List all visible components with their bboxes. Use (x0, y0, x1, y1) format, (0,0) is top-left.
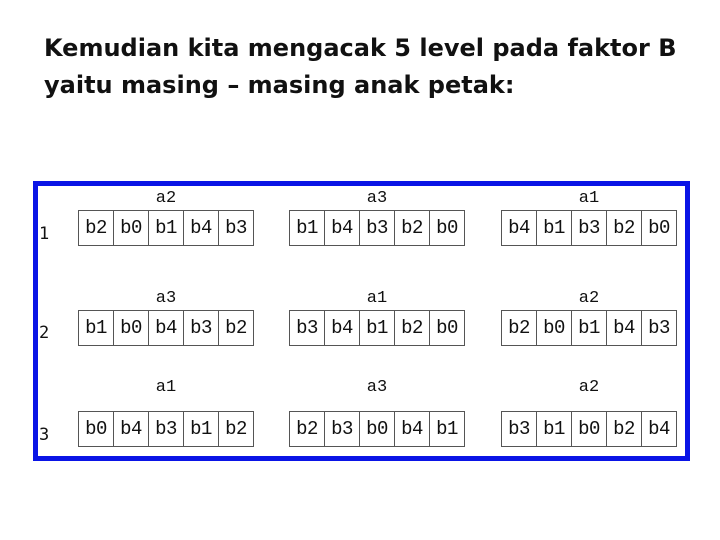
subplot-cell: b1 (149, 211, 184, 245)
block-label: 1 (39, 224, 50, 244)
block-label: 2 (39, 323, 50, 343)
subplot-cell: b1 (572, 311, 607, 345)
subplot-cell: b0 (572, 412, 607, 446)
subplot-cell: b4 (325, 311, 360, 345)
subplot-cell: b0 (537, 311, 572, 345)
split-plot-diagram (33, 181, 690, 461)
main-plot-label: a1 (155, 378, 177, 397)
subplot-cell: b4 (607, 311, 642, 345)
main-plot-label: a2 (578, 378, 600, 397)
subplot-cell: b3 (184, 311, 219, 345)
subplot-cell: b3 (360, 211, 395, 245)
subplot-cell: b2 (395, 211, 430, 245)
subplot-cell: b1 (537, 412, 572, 446)
subplot-cell: b1 (360, 311, 395, 345)
subplot-cell: b3 (502, 412, 537, 446)
main-plot (501, 411, 677, 447)
title-line-2: yaitu masing – masing anak petak: (44, 71, 515, 99)
subplot-cell: b2 (79, 211, 114, 245)
subplot-cell: b3 (325, 412, 360, 446)
main-plot (289, 210, 465, 246)
subplot-cell: b3 (572, 211, 607, 245)
main-plot-label: a3 (155, 289, 177, 308)
subplot-cell: b0 (79, 412, 114, 446)
main-plot (501, 310, 677, 346)
subplot-cell: b1 (79, 311, 114, 345)
subplot-cell: b2 (607, 211, 642, 245)
main-plot (289, 411, 465, 447)
subplot-cell: b0 (360, 412, 395, 446)
subplot-cell: b1 (436, 418, 458, 440)
main-plot (78, 210, 254, 246)
subplot-cell: b3 (648, 317, 670, 339)
subplot-cell: b2 (607, 412, 642, 446)
subplot-cell: b4 (114, 412, 149, 446)
subplot-cell: b1 (290, 211, 325, 245)
subplot-cell: b0 (114, 211, 149, 245)
main-plot-label: a3 (366, 189, 388, 208)
subplot-cell: b2 (502, 311, 537, 345)
subplot-cell: b2 (225, 317, 247, 339)
subplot-cell: b3 (149, 412, 184, 446)
main-plot-label: a1 (578, 189, 600, 208)
subplot-cell: b4 (648, 418, 670, 440)
block-label: 3 (39, 425, 50, 445)
main-plot (78, 310, 254, 346)
slide-title (44, 30, 684, 104)
main-plot-label: a1 (366, 289, 388, 308)
subplot-cell: b2 (225, 418, 247, 440)
subplot-cell: b4 (395, 412, 430, 446)
subplot-cell: b1 (537, 211, 572, 245)
subplot-cell: b4 (184, 211, 219, 245)
subplot-cell: b0 (436, 217, 458, 239)
subplot-cell: b4 (502, 211, 537, 245)
subplot-cell: b0 (114, 311, 149, 345)
main-plot-label: a3 (366, 378, 388, 397)
subplot-cell: b3 (225, 217, 247, 239)
subplot-cell: b4 (149, 311, 184, 345)
main-plot-label: a2 (578, 289, 600, 308)
subplot-cell: b2 (290, 412, 325, 446)
main-plot (289, 310, 465, 346)
subplot-cell: b3 (290, 311, 325, 345)
subplot-cell: b2 (395, 311, 430, 345)
subplot-cell: b0 (436, 317, 458, 339)
subplot-cell: b4 (325, 211, 360, 245)
main-plot (78, 411, 254, 447)
subplot-cell: b1 (184, 412, 219, 446)
main-plot (501, 210, 677, 246)
subplot-cell: b0 (648, 217, 670, 239)
main-plot-label: a2 (155, 189, 177, 208)
title-line-1: Kemudian kita mengacak 5 level pada faktor B (44, 34, 677, 62)
